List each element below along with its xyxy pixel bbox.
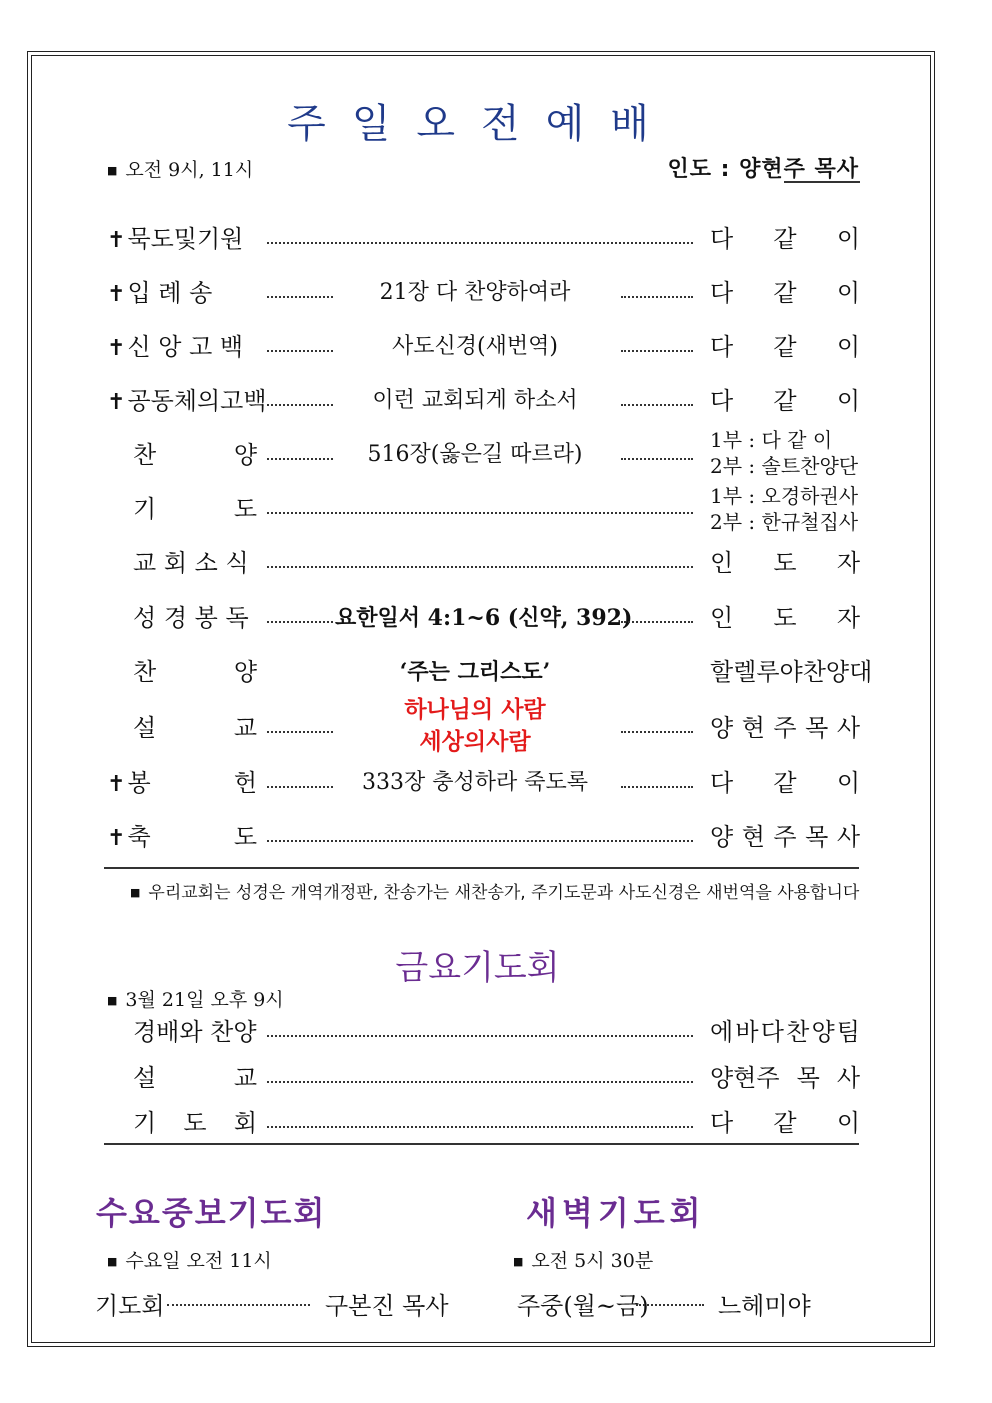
order-row-benediction (107, 817, 860, 857)
wednesday-label: 기도회 (95, 1292, 165, 1320)
order-performer: 양현주 목 사 (710, 1064, 860, 1092)
order-performer: 양 현 주 목 사 (710, 823, 860, 851)
wednesday-time: ■ 수요일 오전 11시 (107, 1250, 272, 1272)
cross-icon: ✝ (107, 772, 126, 797)
dotted-leader (167, 1304, 310, 1306)
dotted-leader (267, 512, 693, 514)
order-label: 교 회 소 식 (133, 549, 249, 577)
sunday-time (107, 155, 253, 182)
order-row-offering (107, 763, 860, 803)
dotted-leader (267, 731, 333, 733)
order-performer: 다 같 이 (710, 387, 860, 415)
order-content: 333장 충성하라 죽도록 (362, 770, 588, 795)
dotted-leader (621, 296, 693, 298)
friday-row-prayer (107, 1103, 860, 1143)
order-row-invocation (107, 219, 860, 259)
bullet-icon: ■ (130, 886, 141, 899)
order-content: 516장(옳은길 따르라) (367, 442, 583, 467)
order-performer: 1부 : 오경하권사 2부 : 한규철집사 (710, 484, 859, 534)
bullet-icon: ■ (107, 164, 118, 177)
order-content: ‘주는 그리스도’ (399, 659, 551, 685)
order-row-choir (107, 652, 873, 692)
order-content: 이런 교회되게 하소서 (372, 388, 578, 413)
order-content: 21장 다 찬양하여라 (379, 280, 571, 305)
sunday-service-title: 주일오전예배 (287, 101, 675, 147)
order-label: 찬 양 (133, 441, 257, 469)
dawn-prayer-title: 새벽기도회 (526, 1194, 706, 1232)
order-performer: 인 도 자 (710, 549, 860, 577)
order-performer: 다 같 이 (710, 769, 860, 797)
dawn-leader: 느헤미야 (718, 1292, 811, 1320)
order-performer: 인 도 자 (710, 604, 860, 632)
order-label: ✝신 앙 고 백 (107, 333, 244, 361)
dotted-leader (267, 566, 693, 568)
cross-icon: ✝ (107, 282, 126, 307)
dotted-leader (267, 1035, 693, 1037)
bullet-icon: ■ (513, 1255, 524, 1268)
order-label: 설 교 (133, 714, 257, 742)
dotted-leader (621, 404, 693, 406)
order-performer: 1부 : 다 같 이 2부 : 솔트찬양단 (710, 428, 859, 478)
order-performer: 다 같 이 (710, 279, 860, 307)
dawn-label: 주중(월~금) (517, 1292, 649, 1320)
friday-row-sermon (107, 1058, 860, 1098)
wednesday-prayer-title: 수요중보기도회 (96, 1194, 327, 1232)
leader-underline (784, 181, 860, 183)
order-label: 기 도 회 (133, 1109, 257, 1137)
order-row-confession (107, 381, 860, 421)
order-performer: 다 같 이 (710, 1109, 860, 1137)
order-content: 요한일서 4:1~6 (신약, 392) (335, 605, 633, 631)
dotted-leader (267, 786, 333, 788)
sermon-title: 하나님의 사람 세상의사람 (404, 696, 546, 755)
dotted-leader (267, 621, 333, 623)
dotted-leader (267, 296, 333, 298)
bullet-icon: ■ (107, 994, 118, 1007)
dotted-leader (636, 1304, 704, 1306)
order-row-sermon (107, 696, 860, 755)
order-label: ✝묵도및기원 (107, 225, 244, 253)
order-row-introit (107, 273, 860, 313)
wednesday-leader: 구본진 목사 (325, 1292, 449, 1320)
order-label: 기 도 (133, 495, 257, 523)
dotted-leader (267, 350, 333, 352)
friday-row-worship (107, 1012, 860, 1052)
dotted-leader (267, 242, 693, 244)
order-performer: 할렐루야찬양대 (710, 658, 873, 686)
order-label: ✝봉 헌 (107, 769, 257, 797)
dotted-leader (621, 786, 693, 788)
order-performer: 에 바 다 찬 양 팀 (710, 1018, 860, 1046)
friday-prayer-title: 금요기도회 (395, 948, 560, 988)
order-performer: 다 같 이 (710, 333, 860, 361)
order-row-hymn (107, 428, 860, 478)
divider (104, 1143, 859, 1145)
dotted-leader (621, 621, 693, 623)
dotted-leader (621, 458, 693, 460)
dotted-leader (267, 840, 693, 842)
order-content: 사도신경(새번역) (392, 334, 558, 359)
order-label: ✝공동체의고백 (107, 387, 267, 415)
bullet-icon: ■ (107, 1255, 118, 1268)
order-label: ✝축 도 (107, 823, 257, 851)
order-performer: 양 현 주 목 사 (710, 714, 860, 742)
divider (104, 867, 859, 869)
sunday-time-text: 오전 9시, 11시 (125, 159, 254, 181)
dotted-leader (267, 1081, 693, 1083)
order-row-announcements (107, 543, 860, 583)
friday-time: ■ 3월 21일 오후 9시 (107, 989, 284, 1011)
dotted-leader (621, 350, 693, 352)
dawn-time: ■ 오전 5시 30분 (513, 1250, 654, 1272)
dotted-leader (267, 1126, 693, 1128)
usage-note: ■ 우리교회는 성경은 개역개정판, 찬송가는 새찬송가, 주기도문과 사도신경은 새번역을 사용합니다 (130, 883, 860, 903)
cross-icon: ✝ (107, 826, 126, 851)
order-label: 찬 양 (133, 658, 257, 686)
cross-icon: ✝ (107, 336, 126, 361)
order-label: ✝입 례 송 (107, 279, 213, 307)
dotted-leader (267, 404, 333, 406)
cross-icon: ✝ (107, 390, 126, 415)
order-row-prayer (107, 484, 860, 534)
dotted-leader (267, 458, 333, 460)
cross-icon: ✝ (107, 228, 126, 253)
order-performer: 다 같 이 (710, 225, 860, 253)
order-label: 성 경 봉 독 (133, 604, 249, 632)
order-row-creed (107, 327, 860, 367)
order-row-scripture (107, 598, 860, 638)
sunday-leader: 인도 : 양현주 목사 (667, 157, 859, 182)
order-label: 경배와 찬양 (133, 1018, 257, 1046)
dotted-leader (621, 731, 693, 733)
order-label: 설 교 (133, 1064, 257, 1092)
